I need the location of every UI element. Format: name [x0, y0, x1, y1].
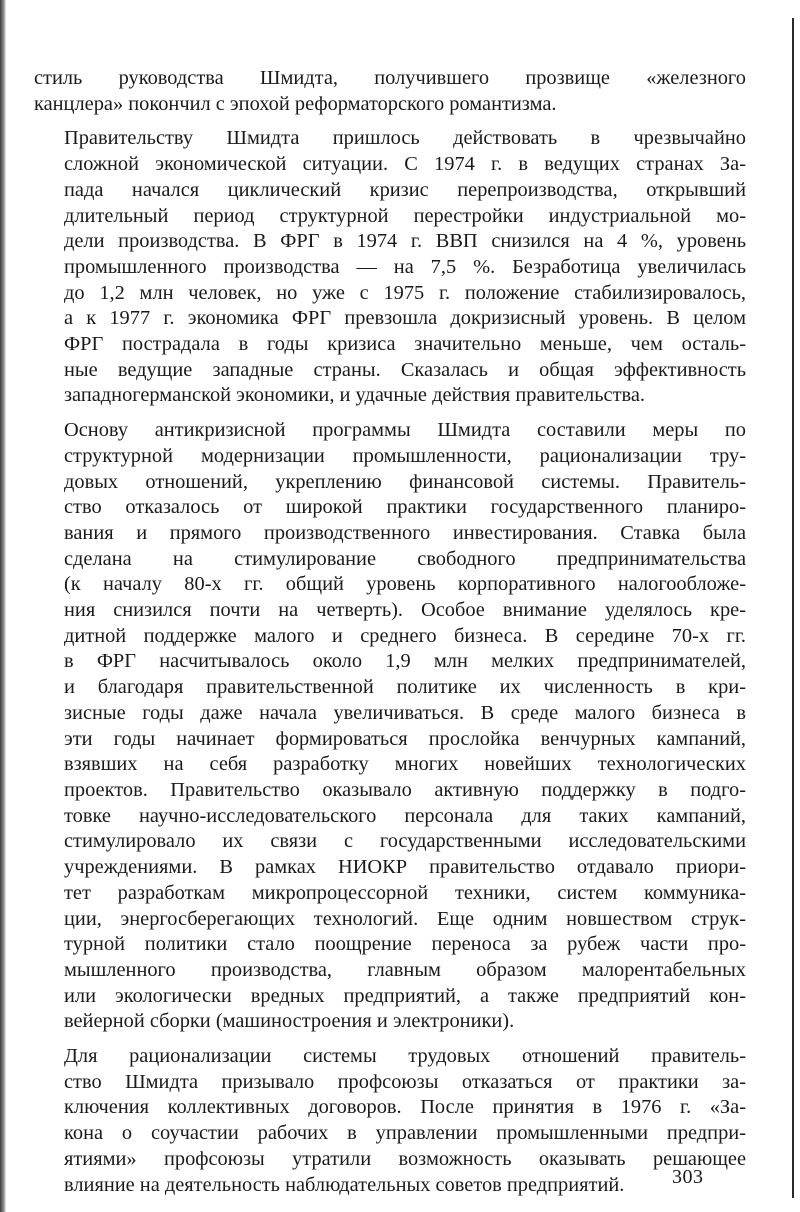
text-line: до 1,2 млн человек, но уже с 1975 г. положение стабилизировалось,: [64, 281, 746, 304]
text-line: структурной модернизации промышленности, рационализации тру-: [64, 444, 746, 467]
text-line: турной политики стало поощрение переноса за рубеж части про-: [64, 933, 746, 956]
text-line: западногерманской экономики, и удачные действия правительства.: [64, 384, 645, 407]
text-line: длительный период структурной перестройки индустриальной мо-: [64, 204, 746, 227]
text-line: стиль руководства Шмидта, получившего прозвище «железного: [34, 67, 746, 89]
text-line: Основу антикризисной программы Шмидта составили меры по: [64, 419, 746, 442]
text-line: эти годы начинает формироваться прослойка венчурных кампаний,: [64, 727, 746, 750]
text-line: сложной экономической ситуации. С 1974 г. в ведущих странах За-: [64, 153, 746, 176]
paragraph: [34, 418, 746, 1035]
text-line: Правительству Шмидта пришлось действовать в чрезвычайно: [64, 127, 746, 150]
text-line: ции, энергосберегающих технологий. Еще одним новшеством струк-: [64, 907, 746, 930]
text-line: вания и прямого производственного инвестирования. Ставка была: [64, 521, 746, 544]
text-line: кона о соучастии рабочих в управлении промышленными предпри-: [64, 1122, 746, 1145]
text-line: влияние на деятельность наблюдательных советов предприятий.: [64, 1173, 625, 1196]
text-line: вейерной сборки (машиностроения и электроники).: [64, 1010, 515, 1033]
text-line: тет разработкам микропроцессорной техники, систем коммуника-: [64, 881, 746, 904]
paragraph: [34, 66, 746, 117]
text-line: и благодаря правительственной политике их численность в кри-: [64, 676, 746, 699]
text-line: (к началу 80-х гг. общий уровень корпоративного налогообложе-: [64, 573, 746, 596]
text-line: ятиями» профсоюзы утратили возможность оказывать решающее: [64, 1147, 746, 1170]
body-text: [34, 66, 746, 1198]
text-line: ния снизился почти на четверть). Особое внимание уделялось кре-: [64, 599, 746, 622]
text-line: взявших на себя разработку многих новейших технологических: [64, 753, 746, 776]
paragraph: [34, 126, 746, 409]
text-line: учреждениями. В рамках НИОКР правительство отдавало приори-: [64, 856, 746, 879]
text-line: канцлера» покончил с эпохой реформаторского романтизма.: [34, 92, 557, 115]
text-line: ство отказалось от широкой практики государственного планиро-: [64, 496, 746, 519]
text-line: ФРГ пострадала в годы кризиса значительно меньше, чем осталь-: [64, 333, 746, 356]
text-line: довых отношений, укреплению финансовой системы. Правитель-: [64, 470, 746, 493]
text-line: дитной поддержке малого и среднего бизнеса. В середине 70-х гг.: [64, 624, 746, 647]
text-line: товке научно-исследовательского персонала для таких кампаний,: [64, 804, 746, 827]
text-line: ство Шмидта призывало профсоюзы отказаться от практики за-: [64, 1070, 746, 1093]
text-line: стимулировало их связи с государственными исследовательскими: [64, 830, 746, 853]
text-line: проектов. Правительство оказывало активную поддержку в подго-: [64, 778, 746, 801]
text-line: или экологически вредных предприятий, а также предприятий кон-: [64, 984, 746, 1007]
page-number: 303: [672, 1166, 704, 1188]
text-line: сделана на стимулирование свободного предпринимательства: [64, 547, 746, 570]
text-line: Для рационализации системы трудовых отношений правитель-: [64, 1045, 746, 1068]
text-line: зисные годы даже начала увеличиваться. В среде малого бизнеса в: [64, 701, 746, 724]
text-line: промышленного производства — на 7,5 %. Безработица увеличилась: [64, 255, 746, 278]
page-binding-shadow: [0, 0, 6, 1212]
text-line: мышленного производства, главным образом малорентабельных: [64, 958, 746, 981]
text-line: в ФРГ насчитывалось около 1,9 млн мелких предпринимателей,: [64, 650, 746, 673]
text-line: ные ведущие западные страны. Сказалась и общая эффективность: [64, 358, 746, 381]
text-line: дели производства. В ФРГ в 1974 г. ВВП снизился на 4 %, уровень: [64, 230, 746, 253]
paragraph: [34, 1044, 746, 1198]
text-line: а к 1977 г. экономика ФРГ превзошла докризисный уровень. В целом: [64, 307, 746, 330]
text-line: пада начался циклический кризис перепроизводства, открывший: [64, 178, 746, 201]
text-line: ключения коллективных договоров. После принятия в 1976 г. «За-: [64, 1096, 746, 1119]
page-edge-line: [792, 18, 794, 1198]
